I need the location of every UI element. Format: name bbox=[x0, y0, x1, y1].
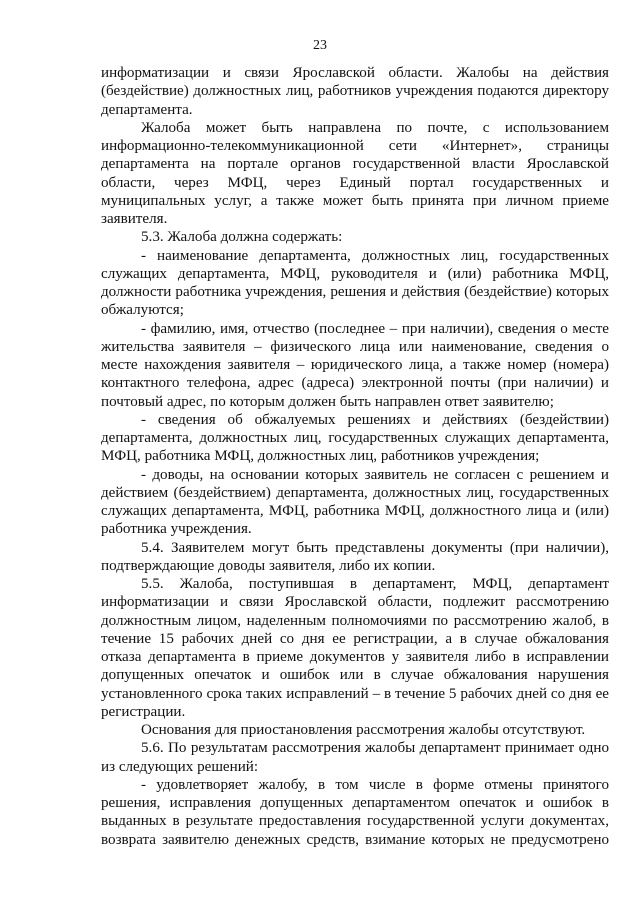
list-item: - наименование департамента, должностных лиц, государственных служащих департамента, МФЦ, руководителя и (или) работника МФЦ, должности работника учреждения, решения и действия (бездействие) которых обжалуются; bbox=[101, 247, 609, 319]
paragraph: 5.6. По результатам рассмотрения жалобы департамент принимает одно из следующих решений: bbox=[101, 740, 609, 775]
paragraph: Основания для приостановления рассмотрения жалобы отсутствуют. bbox=[141, 722, 586, 738]
page-number: 23 bbox=[313, 38, 327, 53]
paragraph: Жалоба может быть направлена по почте, с использованием информационно-телекоммуникационной сети «Интернет», страницы департамента на портале органов государственной власти Ярославской области, через МФЦ, через Единый портал государственных и муниципальных услуг, а также может быть принята при личном приеме заявителя. bbox=[101, 119, 609, 227]
document-body bbox=[101, 64, 609, 849]
paragraph: информатизации и связи Ярославской области. Жалобы на действия (бездействие) должностных лиц, работников учреждения подаются директору департамента. bbox=[101, 65, 609, 118]
paragraph: 5.3. Жалоба должна содержать: bbox=[141, 229, 343, 246]
list-item: - доводы, на основании которых заявитель не согласен с решением и действием (бездействием) департамента, должностных лиц, государственных служащих департамента, МФЦ, работника МФЦ, должностного лица и (или) работника учреждения. bbox=[101, 466, 609, 538]
paragraph: 5.5. Жалоба, поступившая в департамент, МФЦ, департамент информатизации и связи Ярославской области, подлежит рассмотрению должностным лицом, наделенным полномочиями по рассмотрению жалоб, в течение 15 рабочих дней со дня ее регистрации, а в случае обжалования отказа департамента в приеме документов у заявителя либо в исправлении допущенных опечаток и ошибок или в случае обжалования нарушения установленного срока таких исправлений – в течение 5 рабочих дней со дня ее регистрации. bbox=[101, 576, 609, 720]
list-item: - сведения об обжалуемых решениях и действиях (бездействии) департамента, должностных лиц, государственных служащих департамента, МФЦ, работника МФЦ, должностных лиц, работников учреждения; bbox=[101, 411, 609, 465]
paragraph: 5.4. Заявителем могут быть представлены документы (при наличии), подтверждающие доводы заявителя, либо их копии. bbox=[101, 539, 609, 574]
list-item: - удовлетворяет жалобу, в том числе в форме отмены принятого решения, исправления допущенных департаментом опечаток и ошибок в выданных в результате предоставления государственной услуги документах, возврата заявителю денежных средств, взимание которых не предусмотрено bbox=[101, 776, 609, 848]
list-item: - фамилию, имя, отчество (последнее – при наличии), сведения о месте жительства заявителя – физического лица или наименование, сведения о месте нахождения заявителя – юридического лица, а также номер (номера) контактного телефона, адрес (адреса) электронной почты (при наличии) и почтовый адрес, по которым должен быть направлен ответ заявителю; bbox=[101, 320, 609, 410]
